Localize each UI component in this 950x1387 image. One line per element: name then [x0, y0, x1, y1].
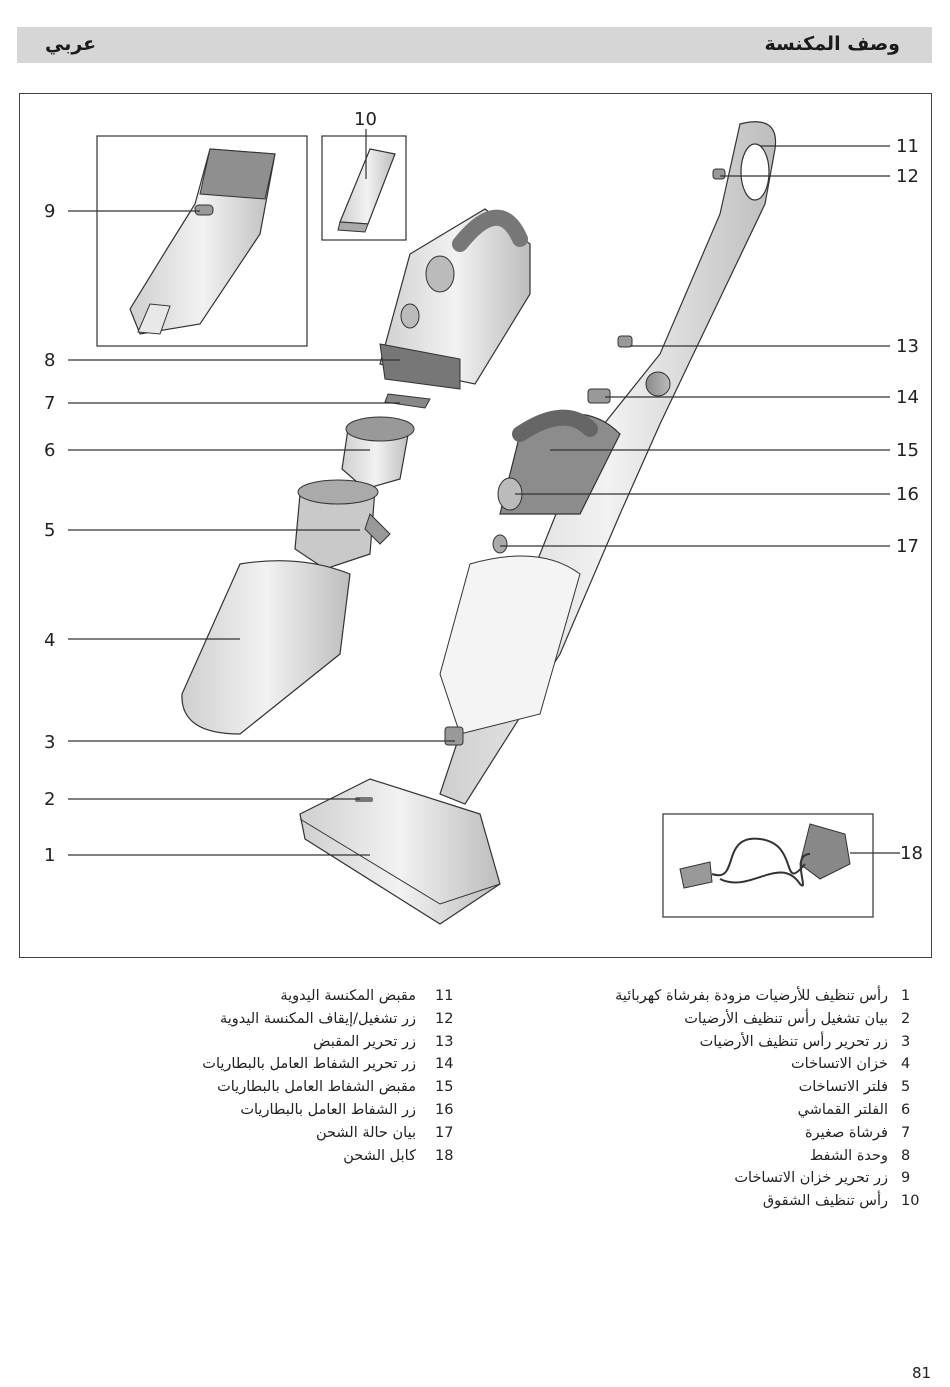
legend-text: مقبض المكنسة اليدوية: [280, 988, 416, 1004]
page-number: 81: [912, 1364, 932, 1382]
legend-number: 2: [901, 1010, 911, 1027]
legend-text: بيان تشغيل رأس تنظيف الأرضيات: [684, 1010, 888, 1027]
legend-number: 5: [901, 1079, 911, 1096]
legend-number: 10: [901, 1193, 920, 1210]
legend-text: رأس تنظيف للأرضيات مزودة بفرشاة كهربائية: [615, 988, 888, 1004]
legend-number: 3: [901, 1033, 911, 1050]
legend-item: [170, 1102, 460, 1125]
legend-text: زر تشغيل/إيقاف المكنسة اليدوية: [219, 1010, 416, 1027]
legend-text: زر تحرير رأس تنظيف الأرضيات: [699, 1033, 888, 1050]
legend-item: [560, 1079, 922, 1102]
callout-17: 17: [896, 536, 919, 557]
legend-text: زر تحرير المقبض: [313, 1033, 416, 1050]
legend-item: [170, 1148, 460, 1171]
vacuum-illustration: [20, 94, 933, 959]
callout-12: 12: [896, 166, 919, 187]
legend-text: فرشاة صغيرة: [805, 1124, 888, 1141]
section-title: وصف المكنسة: [764, 33, 900, 55]
legend-number: 9: [901, 1170, 911, 1187]
legend-number: 13: [435, 1033, 454, 1050]
legend-text: فلتر الاتساخات: [798, 1079, 888, 1096]
legend-text: الفلتر القماشي: [797, 1101, 888, 1118]
vacuum-diagram: [19, 93, 932, 958]
dirt-filter: [295, 480, 390, 569]
legend-number: 4: [901, 1056, 911, 1073]
legend-number: 12: [435, 1010, 454, 1027]
callout-16: 16: [896, 484, 919, 505]
callout-6: 6: [44, 440, 56, 461]
callout-18: 18: [900, 843, 923, 864]
callout-8: 8: [44, 350, 56, 371]
callout-10: 10: [354, 109, 377, 130]
legend-item: [170, 988, 460, 1011]
legend-number: 14: [435, 1056, 454, 1073]
legend-number: 1: [901, 988, 911, 1004]
legend-text: وحدة الشفط: [809, 1147, 888, 1164]
legend-text: كابل الشحن: [343, 1147, 416, 1164]
legend-item: [560, 1125, 922, 1148]
legend-item: [560, 1034, 922, 1057]
callout-11: 11: [896, 136, 919, 157]
inset-charger: [663, 814, 873, 917]
legend-item: [560, 1011, 922, 1034]
legend-item: [170, 1079, 460, 1102]
legend-number: 6: [901, 1101, 911, 1118]
legend-item: [170, 1034, 460, 1057]
legend-right-column: [560, 988, 922, 1216]
legend-text: بيان حالة الشحن: [315, 1124, 416, 1141]
legend-text: زر تحرير الشفاط العامل بالبطاريات: [202, 1056, 416, 1073]
dirt-container: [182, 561, 350, 734]
legend-text: زر الشفاط العامل بالبطاريات: [240, 1101, 416, 1118]
callout-9: 9: [44, 201, 56, 222]
legend-item: [560, 988, 922, 1011]
callout-13: 13: [896, 336, 919, 357]
legend-text: زر تحرير خزان الاتساخات: [734, 1170, 888, 1187]
legend-item: [170, 1056, 460, 1079]
small-brush: [385, 394, 430, 408]
header-bar: [17, 27, 932, 63]
legend-number: 17: [435, 1124, 454, 1141]
legend-item: [560, 1102, 922, 1125]
legend-item: [560, 1148, 922, 1171]
callout-2: 2: [44, 789, 56, 810]
callout-14: 14: [896, 387, 919, 408]
legend-number: 16: [435, 1101, 454, 1118]
cloth-filter: [342, 417, 414, 489]
language-label: عربي: [45, 33, 97, 55]
legend-item: [560, 1056, 922, 1079]
inset-crevice-tool: [322, 136, 406, 240]
legend-left-column: [170, 988, 460, 1170]
legend-text: رأس تنظيف الشقوق: [762, 1193, 888, 1210]
callout-5: 5: [44, 520, 56, 541]
legend-number: 18: [435, 1147, 454, 1164]
legend-number: 11: [435, 988, 454, 1004]
callout-15: 15: [896, 440, 919, 461]
legend-item: [560, 1170, 922, 1193]
callout-4: 4: [44, 630, 56, 651]
legend-number: 15: [435, 1079, 454, 1096]
callout-3: 3: [44, 732, 56, 753]
legend-item: [560, 1193, 922, 1216]
legend-text: مقبض الشفاط العامل بالبطاريات: [217, 1079, 416, 1096]
callout-7: 7: [44, 393, 56, 414]
legend-item: [170, 1011, 460, 1034]
callout-1: 1: [44, 845, 56, 866]
legend-text: خزان الاتساخات: [791, 1056, 888, 1073]
legend-number: 7: [901, 1124, 911, 1141]
legend-number: 8: [901, 1147, 911, 1164]
inset-handheld: [97, 136, 307, 346]
legend-item: [170, 1125, 460, 1148]
